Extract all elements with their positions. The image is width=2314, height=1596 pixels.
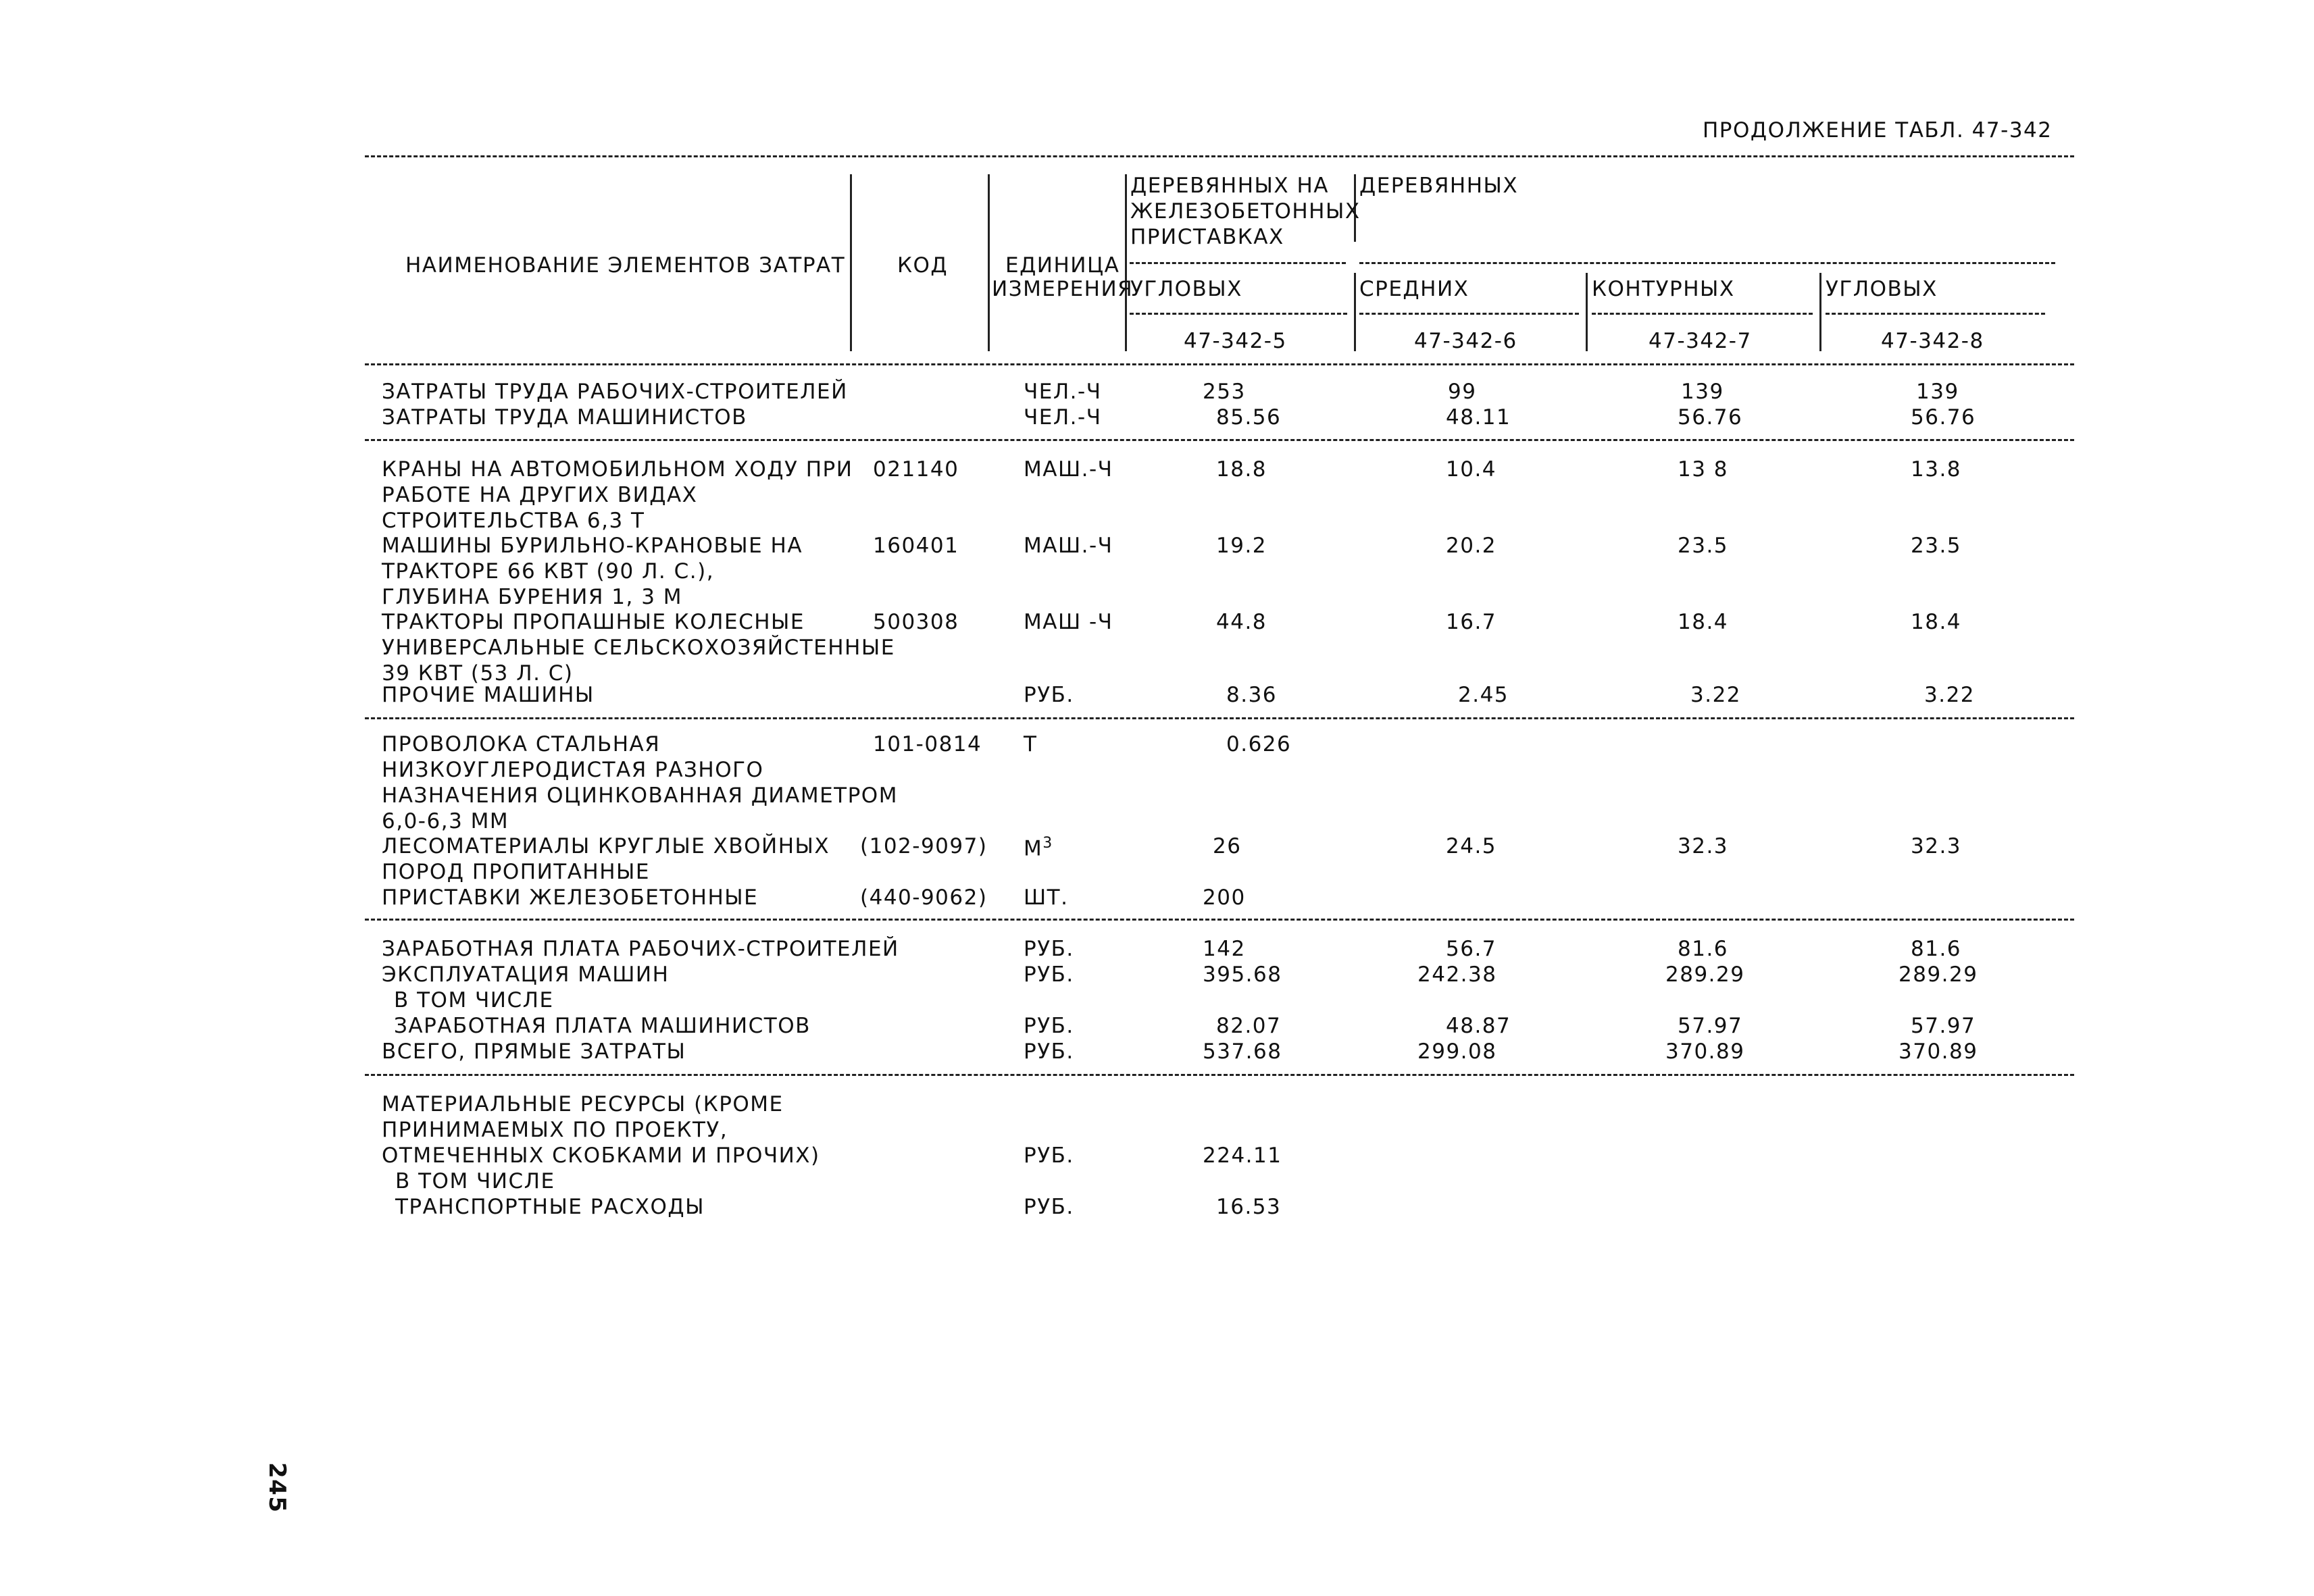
row-code: 101-0814 — [873, 732, 982, 756]
row-value-1: 8.36 — [1226, 683, 1278, 707]
row-value-3: 81.6 — [1678, 937, 1729, 961]
header-inner-rule — [1826, 313, 2045, 315]
row-value-1: 200 — [1203, 885, 1246, 910]
row-unit: ЧЕЛ.-Ч — [1024, 405, 1102, 430]
row-name: ВСЕГО, ПРЯМЫЕ ЗАТРАТЫ — [382, 1039, 686, 1064]
row-value-2: 242.38 — [1417, 962, 1497, 987]
row-value-3: 32.3 — [1678, 834, 1729, 858]
row-name: ЗАТРАТЫ ТРУДА РАБОЧИХ-СТРОИТЕЛЕЙ — [382, 380, 848, 404]
row-unit: ЧЕЛ.-Ч — [1024, 380, 1102, 404]
row-value-3: 13 8 — [1678, 457, 1729, 482]
table-caption: ПРОДОЛЖЕНИЕ ТАБЛ. 47-342 — [1703, 118, 2053, 143]
row-code: 500308 — [873, 610, 959, 634]
row-name: ЗАРАБОТНАЯ ПЛАТА МАШИНИСТОВ — [394, 1014, 811, 1038]
header-group1-line3: ПРИСТАВКАХ — [1130, 225, 1284, 249]
row-value-3: 370.89 — [1665, 1039, 1745, 1064]
row-name-line: ПРИСТАВКИ ЖЕЛЕЗОБЕТОННЫЕ — [382, 885, 759, 910]
row-value-2: 48.87 — [1446, 1014, 1511, 1038]
header-code4: 47-342-8 — [1881, 329, 1984, 353]
row-value-4: 3.22 — [1924, 683, 1976, 707]
row-name-line: МАШИНЫ БУРИЛЬНО-КРАНОВЫЕ НА — [382, 534, 803, 558]
row-value-1: 0.626 — [1226, 732, 1292, 756]
header-name-column: НАИМЕНОВАНИЕ ЭЛЕМЕНТОВ ЗАТРАТ — [405, 253, 846, 278]
row-value-3: 3.22 — [1690, 683, 1742, 707]
row-value-4: 81.6 — [1911, 937, 1962, 961]
row-value-2: 299.08 — [1417, 1039, 1497, 1064]
row-value-1: 19.2 — [1216, 534, 1267, 558]
row-value-4: 23.5 — [1911, 534, 1962, 558]
row-name-line: НАЗНАЧЕНИЯ ОЦИНКОВАННАЯ ДИАМЕТРОМ — [382, 783, 898, 808]
row-name-line: НИЗКОУГЛЕРОДИСТАЯ РАЗНОГО — [382, 758, 764, 782]
header-code-column: КОД — [897, 253, 949, 278]
row-value-1: 82.07 — [1216, 1014, 1282, 1038]
header-divider — [1354, 273, 1356, 351]
row-name: ЭКСПЛУАТАЦИЯ МАШИН — [382, 962, 670, 987]
header-sub4: УГЛОВЫХ — [1826, 277, 1938, 301]
resources-line: ТРАНСПОРТНЫЕ РАСХОДЫ — [395, 1195, 705, 1219]
row-name-line: ТРАКТОРЫ ПРОПАШНЫЕ КОЛЕСНЫЕ — [382, 610, 805, 634]
resources-value: 224.11 — [1203, 1143, 1282, 1168]
row-name-line: 39 КВТ (53 Л. С) — [382, 661, 574, 686]
row-unit: МАШ.-Ч — [1024, 457, 1113, 482]
header-sub3: КОНТУРНЫХ — [1592, 277, 1735, 301]
row-name-line: РАБОТЕ НА ДРУГИХ ВИДАХ — [382, 483, 698, 507]
row-name: ЗАТРАТЫ ТРУДА МАШИНИСТОВ — [382, 405, 747, 430]
header-inner-rule — [1359, 262, 2055, 264]
row-value-1: 85.56 — [1216, 405, 1282, 430]
header-code2: 47-342-6 — [1414, 329, 1517, 353]
row-value-1: 253 — [1203, 380, 1246, 404]
header-divider — [850, 174, 852, 351]
resources-line: В ТОМ ЧИСЛЕ — [395, 1169, 555, 1193]
row-value-1: 537.68 — [1203, 1039, 1282, 1064]
row-value-2: 48.11 — [1446, 405, 1511, 430]
header-group1-line2: ЖЕЛЕЗОБЕТОННЫХ — [1130, 199, 1361, 224]
row-code: 021140 — [873, 457, 959, 482]
header-group1-line1: ДЕРЕВЯННЫХ НА — [1130, 174, 1329, 198]
row-value-2: 99 — [1448, 380, 1477, 404]
row-unit: РУБ. — [1024, 1014, 1074, 1038]
resources-line: ПРИНИМАЕМЫХ ПО ПРОЕКТУ, — [382, 1118, 728, 1142]
row-value-1: 142 — [1203, 937, 1246, 961]
resources-value: 16.53 — [1216, 1195, 1282, 1219]
row-unit: ШТ. — [1024, 885, 1069, 910]
row-value-2: 24.5 — [1446, 834, 1497, 858]
row-name-line: 6,0-6,3 ММ — [382, 809, 509, 833]
row-name-line: КРАНЫ НА АВТОМОБИЛЬНОМ ХОДУ ПРИ — [382, 457, 853, 482]
row-value-4: 18.4 — [1911, 610, 1962, 634]
row-name: В ТОМ ЧИСЛЕ — [394, 988, 554, 1012]
resources-unit: РУБ. — [1024, 1143, 1074, 1168]
row-value-2: 20.2 — [1446, 534, 1497, 558]
header-divider — [1586, 273, 1588, 351]
header-bottom-rule — [365, 363, 2074, 365]
row-code: (440-9062) — [860, 885, 988, 910]
row-name-line: СТРОИТЕЛЬСТВА 6,3 Т — [382, 509, 645, 533]
row-name-line: ЛЕСОМАТЕРИАЛЫ КРУГЛЫЕ ХВОЙНЫХ — [382, 834, 830, 858]
row-value-3: 289.29 — [1665, 962, 1745, 987]
row-value-4: 13.8 — [1911, 457, 1962, 482]
row-unit: РУБ. — [1024, 683, 1074, 707]
header-code1: 47-342-5 — [1184, 329, 1287, 353]
row-unit: РУБ. — [1024, 962, 1074, 987]
row-value-3: 18.4 — [1678, 610, 1729, 634]
row-value-2: 2.45 — [1458, 683, 1509, 707]
row-unit: МАШ -Ч — [1024, 610, 1113, 634]
row-value-4: 56.76 — [1911, 405, 1976, 430]
resources-unit: РУБ. — [1024, 1195, 1074, 1219]
header-divider — [988, 174, 990, 351]
unit-superscript: 3 — [1042, 835, 1053, 852]
row-unit: Т — [1024, 732, 1038, 756]
row-value-2: 16.7 — [1446, 610, 1497, 634]
row-value-1: 395.68 — [1203, 962, 1282, 987]
row-code: 160401 — [873, 534, 959, 558]
row-name: ЗАРАБОТНАЯ ПЛАТА РАБОЧИХ-СТРОИТЕЛЕЙ — [382, 937, 899, 961]
row-value-4: 32.3 — [1911, 834, 1962, 858]
section-rule — [365, 439, 2074, 441]
row-value-3: 57.97 — [1678, 1014, 1743, 1038]
row-value-4: 139 — [1916, 380, 1959, 404]
header-sub1: УГЛОВЫХ — [1130, 277, 1242, 301]
row-name-line: ПРОЧИЕ МАШИНЫ — [382, 683, 595, 707]
resources-line: ОТМЕЧЕННЫХ СКОБКАМИ И ПРОЧИХ) — [382, 1143, 820, 1168]
row-code: (102-9097) — [860, 834, 988, 858]
row-value-1: 44.8 — [1216, 610, 1267, 634]
row-value-4: 289.29 — [1898, 962, 1978, 987]
header-inner-rule — [1359, 313, 1579, 315]
section-rule — [365, 717, 2074, 719]
row-value-3: 139 — [1681, 380, 1724, 404]
header-inner-rule — [1592, 313, 1813, 315]
header-code3: 47-342-7 — [1649, 329, 1752, 353]
row-unit: РУБ. — [1024, 1039, 1074, 1064]
table-top-rule — [365, 155, 2074, 157]
row-value-1: 18.8 — [1216, 457, 1267, 482]
resources-line: МАТЕРИАЛЬНЫЕ РЕСУРСЫ (КРОМЕ — [382, 1092, 784, 1116]
row-name-line: ПРОВОЛОКА СТАЛЬНАЯ — [382, 732, 661, 756]
page-number: 245 — [263, 1462, 291, 1514]
row-value-1: 26 — [1213, 834, 1242, 858]
row-value-3: 23.5 — [1678, 534, 1729, 558]
header-divider — [1125, 174, 1127, 351]
row-unit: МАШ.-Ч — [1024, 534, 1113, 558]
header-unit-line1: ЕДИНИЦА — [1005, 253, 1120, 278]
row-value-2: 56.7 — [1446, 937, 1497, 961]
header-inner-rule — [1130, 262, 1346, 264]
unit-text: М — [1024, 836, 1043, 861]
header-divider — [1819, 273, 1821, 351]
row-value-3: 56.76 — [1678, 405, 1743, 430]
section-rule — [365, 919, 2074, 921]
row-name-line: ТРАКТОРЕ 66 КВТ (90 Л. С.), — [382, 559, 715, 584]
row-name-line: ГЛУБИНА БУРЕНИЯ 1, 3 М — [382, 585, 683, 609]
row-value-2: 10.4 — [1446, 457, 1497, 482]
row-value-4: 370.89 — [1898, 1039, 1978, 1064]
row-name-line: УНИВЕРСАЛЬНЫЕ СЕЛЬСКОХОЗЯЙСТЕННЫЕ — [382, 636, 895, 660]
row-name-line: ПОРОД ПРОПИТАННЫЕ — [382, 860, 650, 884]
header-group2: ДЕРЕВЯННЫХ — [1359, 174, 1519, 198]
header-unit-line2: ИЗМЕРЕНИЯ — [992, 277, 1134, 301]
row-unit: РУБ. — [1024, 937, 1074, 961]
header-inner-rule — [1130, 313, 1347, 315]
section-rule — [365, 1074, 2074, 1076]
row-unit — [1024, 836, 1053, 859]
row-value-4: 57.97 — [1911, 1014, 1976, 1038]
header-sub2: СРЕДНИХ — [1359, 277, 1469, 301]
